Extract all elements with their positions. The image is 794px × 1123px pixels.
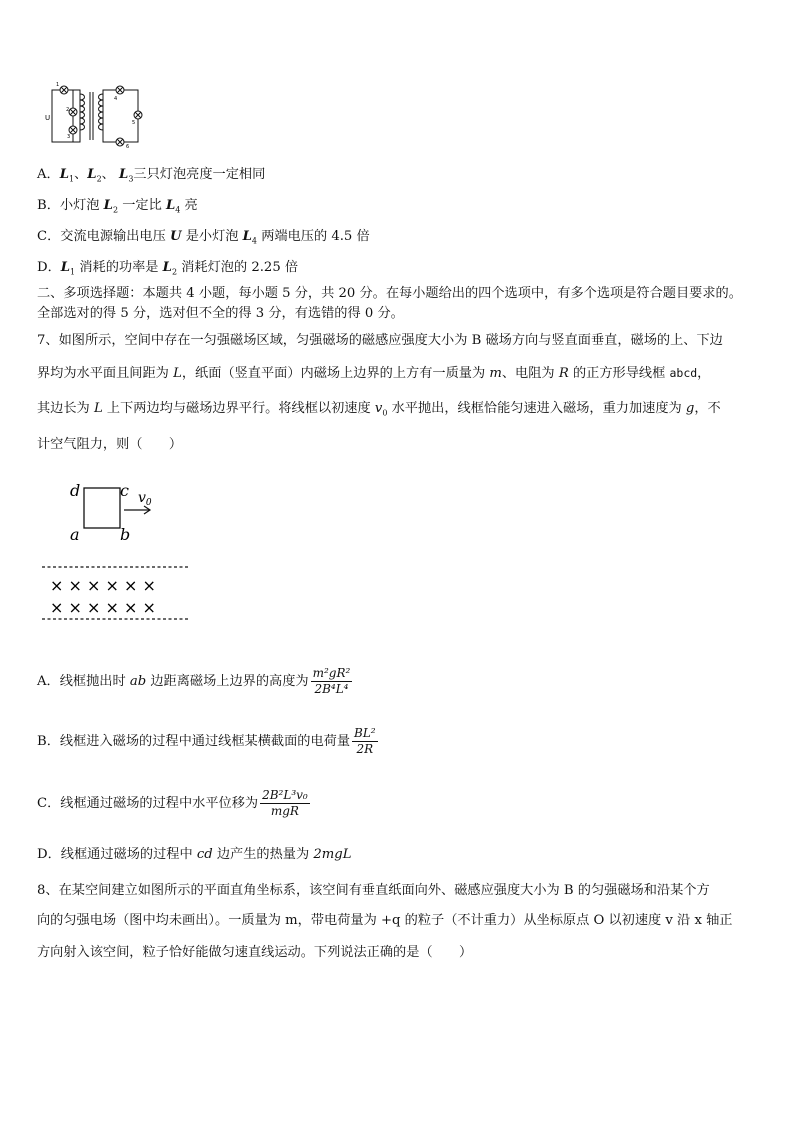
svg-text:1: 1 <box>56 82 60 88</box>
wire-frame <box>84 488 120 528</box>
svg-text:b: b <box>120 525 131 544</box>
svg-text:3: 3 <box>67 134 71 140</box>
q7-option-c: C．线框通过磁场的过程中水平位移为 $\frac{\text{2B²L³v₀}}{\text{mgR}}$ <box>37 788 308 818</box>
q7-stem-line2: 界均为水平面且间距为 L，纸面（竖直平面）内磁场上边界的上方有一质量为 m、电阻为 R 的正方形导线框 abcd， <box>37 366 711 381</box>
q7-option-d: D．线框通过磁场的过程中 cd 边产生的热量为 2mgL <box>37 847 352 862</box>
q6-option-b: B．小灯泡 $L_2$ 一定比 $L_4$ 亮 <box>37 198 198 215</box>
transformer-circuit-diagram <box>40 80 160 152</box>
q8-stem-line1: 8、在某空间建立如图所示的平面直角坐标系，该空间有垂直纸面向外、磁感应强度大小为 B 的匀强磁场和沿某个方 <box>37 883 710 898</box>
u-label: U <box>45 114 51 122</box>
field-row-1: × × × × × × <box>50 576 156 595</box>
q7-magnetic-field-diagram <box>40 476 200 626</box>
svg-text:5: 5 <box>132 120 136 126</box>
q7-stem-line1: 7、如图所示，空间中存在一匀强磁场区域，匀强磁场的磁感应强度大小为 B 磁场方向与竖直面垂直，磁场的上、下边 <box>37 333 723 348</box>
q6-option-a: A．$L_1$、$L_2$、 $L_3$三只灯泡亮度一定相同 <box>37 167 266 184</box>
field-row-2: × × × × × × <box>50 598 156 617</box>
svg-text:4: 4 <box>114 96 118 102</box>
q7-option-a: A．线框抛出时 ab 边距离磁场上边界的高度为 $\frac{\text{m²gR²}}{\text{2B⁴L⁴}}$ <box>37 666 351 696</box>
q8-stem-line3: 方向射入该空间，粒子恰好能做匀速直线运动。下列说法正确的是（ ） <box>37 945 473 960</box>
q8-stem-line2: 向的匀强电场（图中均未画出）。一质量为 m，带电荷量为 +q 的粒子（不计重力）从坐标原点 O 以初速度 v 沿 x 轴正 <box>37 913 733 928</box>
q7-stem-line3: 其边长为 L 上下两边均与磁场边界平行。将线框以初速度 $v_0$ 水平抛出，线框恰能匀速进入磁场，重力加速度为 g，不 <box>37 401 721 418</box>
svg-text:2: 2 <box>66 107 70 113</box>
q7-stem-line4: 计空气阻力，则（ ） <box>37 437 183 452</box>
svg-text:c: c <box>120 481 129 500</box>
section2-instruction-line1: 二、多项选择题：本题共 4 小题，每小题 5 分，共 20 分。在每小题给出的四个选项中，有多个选项是符合题目要求的。 <box>37 286 742 301</box>
q6-option-c: C．交流电源输出电压 U 是小灯泡 $L_4$ 两端电压的 4.5 倍 <box>37 229 370 246</box>
section2-instruction-line2: 全部选对的得 5 分，选对但不全的得 3 分，有选错的得 0 分。 <box>37 306 404 321</box>
q7-option-b: B．线框进入磁场的过程中通过线框某横截面的电荷量 $\frac{\text{BL²}}{2R}$ <box>37 726 376 756</box>
q6-option-d: D．$L_1$ 消耗的功率是 $L_2$ 消耗灯泡的 2.25 倍 <box>37 260 299 277</box>
svg-text:6: 6 <box>126 144 130 150</box>
svg-text:d: d <box>70 481 81 500</box>
v0-label: $v_0$ <box>138 490 152 508</box>
velocity-arrow <box>124 506 150 514</box>
svg-text:a: a <box>70 525 80 544</box>
